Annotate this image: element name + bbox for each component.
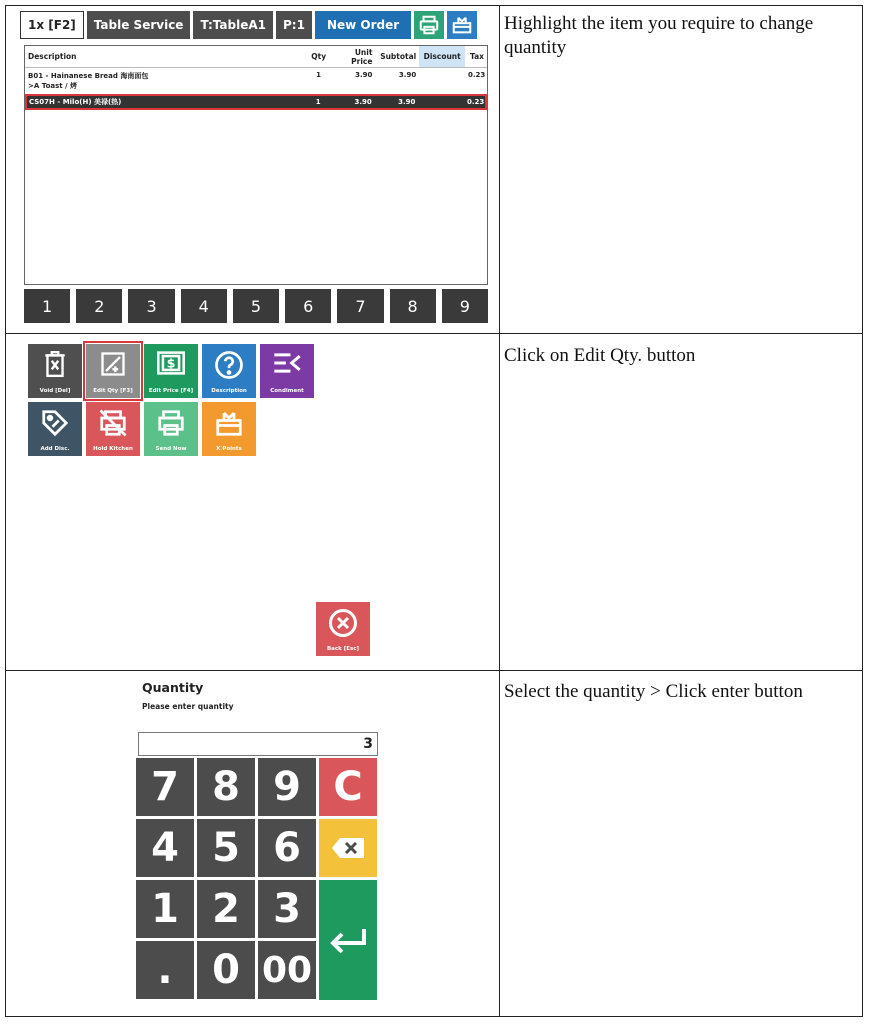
backspace-button[interactable]	[319, 819, 377, 877]
x-points-button[interactable]	[202, 402, 256, 456]
key-7[interactable]: 7	[136, 758, 194, 816]
key-2[interactable]: 2	[197, 880, 255, 938]
edit-square-icon	[99, 350, 127, 378]
condiment-button[interactable]	[260, 344, 314, 398]
key-6[interactable]: 6	[258, 819, 316, 877]
column-divider	[499, 6, 500, 1016]
enter-icon	[328, 925, 368, 955]
item-action-panel	[24, 340, 369, 658]
table-button[interactable]: T:TableA1	[193, 11, 273, 39]
item-unit-price: 3.90	[355, 71, 373, 79]
tag-icon	[40, 408, 70, 438]
number-button-5[interactable]: 5	[233, 289, 279, 323]
quantity-input[interactable]: 3	[138, 732, 378, 756]
dollar-icon	[156, 350, 186, 376]
edit-qty-label: Edit Qty [F3]	[93, 388, 133, 394]
clear-button[interactable]: C	[319, 758, 377, 816]
number-button-3[interactable]: 3	[128, 289, 174, 323]
dialog-subtitle: Please enter quantity	[142, 702, 234, 711]
send-now-button[interactable]	[144, 402, 198, 456]
new-order-button[interactable]: New Order	[315, 11, 411, 39]
points-button[interactable]	[447, 11, 477, 39]
number-button-2[interactable]: 2	[76, 289, 122, 323]
gift-box-icon	[451, 14, 473, 36]
item-description: CS07H - Milo(H) 美禄(热)	[29, 98, 122, 106]
number-button-7[interactable]: 7	[337, 289, 383, 323]
col-discount: Discount	[419, 46, 465, 67]
condiment-label: Condiment	[270, 388, 304, 394]
key-9[interactable]: 9	[258, 758, 316, 816]
send-now-label: Send Now	[155, 446, 187, 452]
numeric-keypad	[136, 758, 379, 1000]
key-4[interactable]: 4	[136, 819, 194, 877]
number-button-6[interactable]: 6	[285, 289, 331, 323]
trash-icon	[42, 350, 68, 378]
quantity-dialog	[136, 678, 379, 1000]
table-row-selected[interactable]	[26, 95, 486, 109]
number-bar	[24, 289, 488, 323]
item-subtotal: 3.90	[398, 71, 417, 79]
key-3[interactable]: 3	[258, 880, 316, 938]
printer-icon	[418, 14, 440, 36]
void-label: Void [Del]	[39, 388, 71, 394]
description-button[interactable]	[202, 344, 256, 398]
hold-kitchen-button[interactable]	[86, 402, 140, 456]
key-00[interactable]: 00	[258, 941, 316, 999]
col-tax: Tax	[469, 52, 484, 61]
col-qty: Qty	[311, 52, 327, 61]
key-1[interactable]: 1	[136, 880, 194, 938]
item-qty: 1	[315, 98, 321, 106]
printer-off-icon	[98, 408, 128, 438]
item-discount	[418, 95, 464, 109]
edit-price-label: Edit Price [F4]	[148, 388, 194, 394]
item-qty: 1	[316, 71, 322, 79]
col-subtotal: Subtotal	[380, 52, 417, 61]
svg-text:$: $	[166, 355, 176, 371]
instruction-step-3: Select the quantity > Click enter button	[504, 681, 803, 702]
key-8[interactable]: 8	[197, 758, 255, 816]
qty-mode-button[interactable]: 1x [F2]	[20, 11, 84, 39]
number-button-8[interactable]: 8	[390, 289, 436, 323]
item-subtotal: 3.90	[398, 98, 416, 106]
edit-price-button[interactable]	[144, 344, 198, 398]
item-tax: 0.23	[468, 71, 486, 79]
number-button-1[interactable]: 1	[24, 289, 70, 323]
row-divider	[6, 670, 862, 671]
hold-kitchen-label: Hold Kitchen	[93, 446, 133, 452]
question-icon	[214, 350, 244, 380]
add-discount-button[interactable]	[28, 402, 82, 456]
gift-box-icon	[214, 408, 244, 438]
row-divider	[6, 333, 862, 334]
table-row[interactable]	[25, 68, 487, 91]
close-circle-icon	[328, 608, 358, 638]
list-arrow-icon	[272, 350, 302, 376]
item-description: B01 - Hainanese Bread 海南面包	[28, 72, 149, 80]
back-label: Back [Esc]	[326, 646, 360, 652]
col-unit-price: Unit Price	[351, 47, 373, 66]
service-button[interactable]: Table Service	[87, 11, 191, 39]
item-tax: 0.23	[466, 98, 485, 106]
order-items-grid	[24, 45, 488, 285]
item-modifier: >A Toast / 烤	[28, 82, 78, 90]
description-label: Description	[211, 388, 247, 394]
void-button[interactable]	[28, 344, 82, 398]
printer-icon	[156, 408, 186, 438]
number-button-4[interactable]: 4	[181, 289, 227, 323]
print-button[interactable]	[414, 11, 444, 39]
key-dot[interactable]: .	[136, 941, 194, 999]
order-topbar	[20, 11, 477, 39]
back-button[interactable]	[316, 602, 370, 656]
key-0[interactable]: 0	[197, 941, 255, 999]
grid-header	[25, 46, 487, 68]
instruction-step-2: Click on Edit Qty. button	[504, 345, 696, 366]
pax-button[interactable]: P:1	[276, 11, 312, 39]
edit-qty-button[interactable]	[86, 344, 140, 398]
order-screen	[20, 11, 490, 325]
backspace-icon	[330, 836, 366, 860]
x-points-label: X Points	[216, 446, 242, 452]
col-description: Description	[28, 52, 77, 61]
key-5[interactable]: 5	[197, 819, 255, 877]
add-discount-label: Add Disc.	[40, 446, 70, 452]
instruction-step-1: Highlight the item you require to change quantity	[504, 13, 814, 58]
item-unit-price: 3.90	[354, 98, 372, 106]
dialog-title: Quantity	[142, 680, 204, 695]
enter-button[interactable]	[319, 880, 377, 1000]
number-button-9[interactable]: 9	[442, 289, 488, 323]
